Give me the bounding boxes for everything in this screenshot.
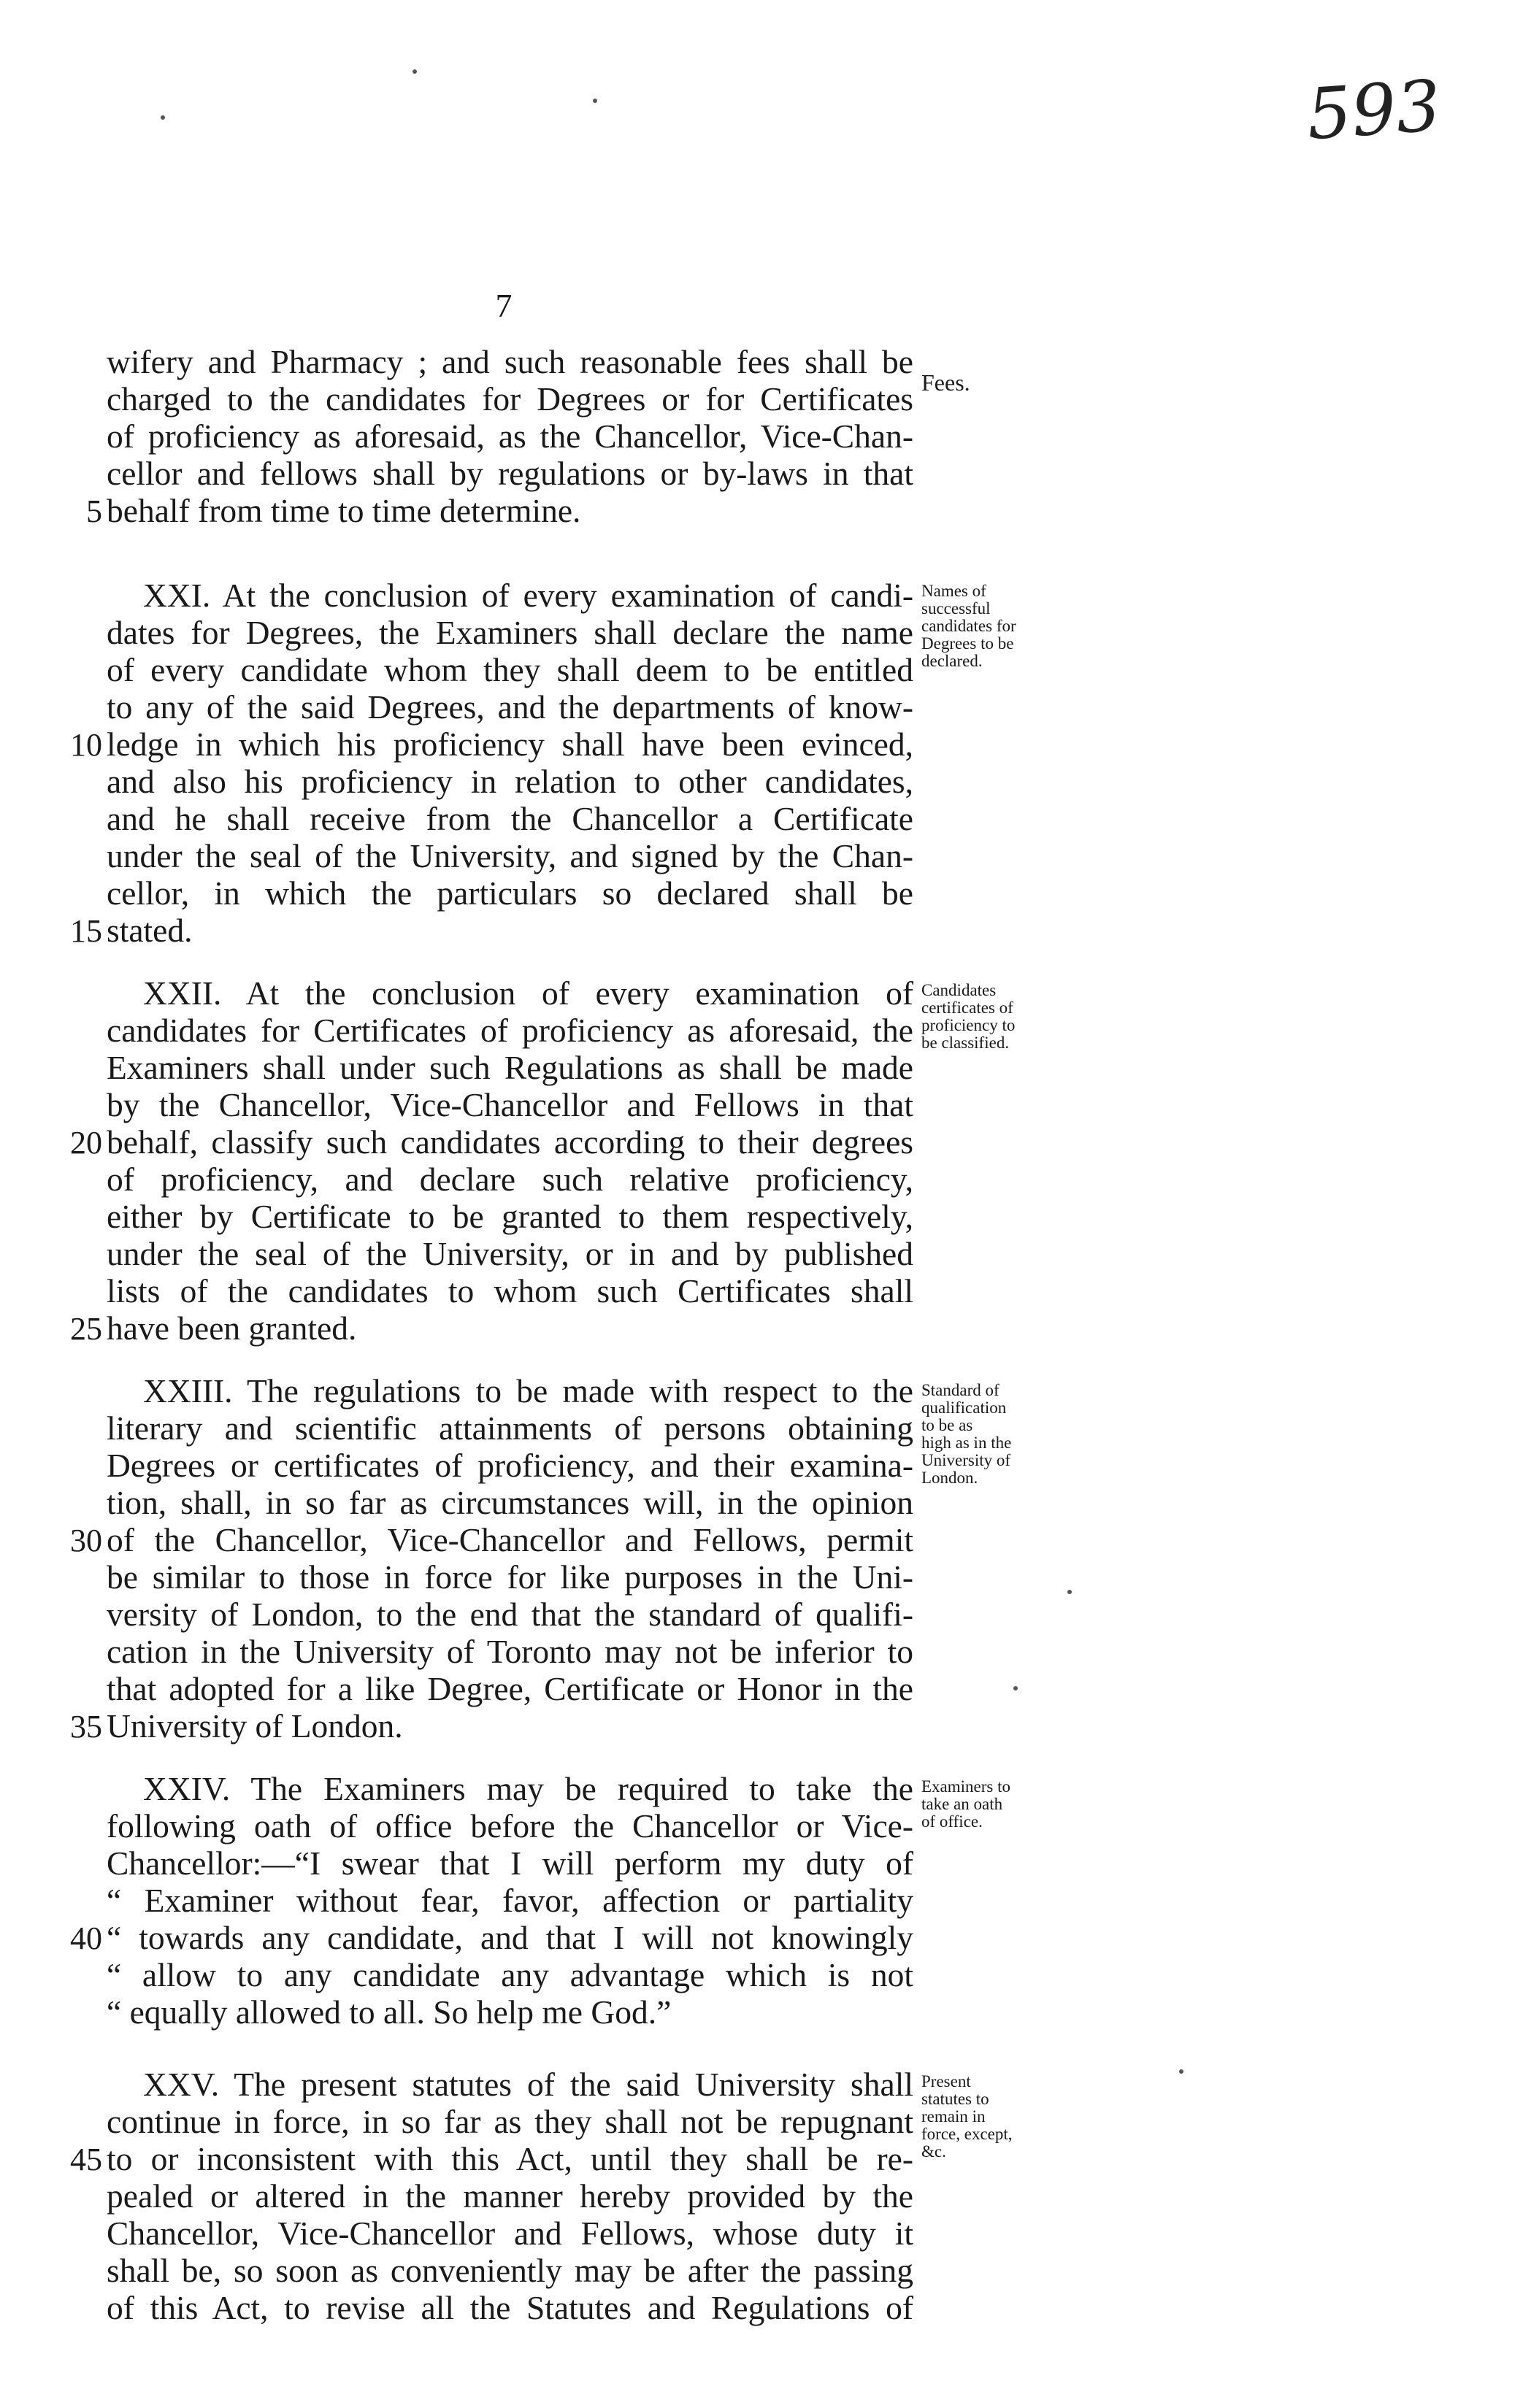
paragraph bbox=[0, 1770, 1531, 2031]
line-text: be similar to those in force for like purposes in the Uni- bbox=[107, 1558, 913, 1596]
line-text: lists of the candidates to whom such Certificates shall bbox=[107, 1272, 913, 1309]
paragraph bbox=[0, 2066, 1531, 2326]
text-line bbox=[0, 2289, 1531, 2326]
text-line bbox=[0, 418, 1531, 455]
text-line bbox=[0, 1272, 1531, 1309]
scan-speck bbox=[161, 115, 165, 120]
line-text: candidates for Certificates of proficiency as aforesaid, the bbox=[107, 1012, 913, 1049]
line-number: 30 bbox=[70, 1523, 102, 1558]
text-line bbox=[0, 2215, 1531, 2252]
line-number: 20 bbox=[70, 1125, 102, 1161]
marginal-note-line: Names of bbox=[921, 582, 986, 600]
line-text: of every candidate whom they shall deem to be entitled bbox=[107, 651, 913, 688]
marginal-note bbox=[921, 1382, 1111, 1487]
line-text: XXI. At the conclusion of every examination of candi- bbox=[143, 577, 913, 614]
paragraph bbox=[0, 974, 1531, 1347]
paragraph bbox=[0, 577, 1531, 949]
paragraph bbox=[0, 1372, 1531, 1745]
text-line bbox=[0, 2066, 1531, 2103]
marginal-note-line: Standard of bbox=[921, 1381, 999, 1399]
marginal-note bbox=[921, 371, 1111, 394]
marginal-note bbox=[921, 582, 1111, 670]
text-line bbox=[0, 688, 1531, 726]
marginal-note-line: Degrees to be bbox=[921, 634, 1014, 653]
scan-speck bbox=[1013, 1686, 1018, 1690]
text-line bbox=[0, 1049, 1531, 1086]
marginal-note-line: qualification bbox=[921, 1399, 1007, 1417]
page-number: 7 bbox=[495, 287, 513, 324]
text-line bbox=[0, 1409, 1531, 1447]
marginal-note-line: statutes to bbox=[921, 2090, 989, 2108]
text-line bbox=[0, 874, 1531, 912]
line-text: University of London. bbox=[107, 1707, 403, 1745]
line-number: 15 bbox=[70, 913, 102, 949]
line-text: to or inconsistent with this Act, until they shall be re- bbox=[107, 2140, 913, 2177]
marginal-note-line: take an oath bbox=[921, 1795, 1003, 1813]
line-text: “ towards any candidate, and that I will not knowingly bbox=[107, 1919, 913, 1956]
line-text: and he shall receive from the Chancellor a Certificate bbox=[107, 800, 913, 837]
line-number: 35 bbox=[70, 1709, 102, 1745]
text-line bbox=[0, 1086, 1531, 1123]
text-line bbox=[0, 1845, 1531, 1882]
text-line bbox=[0, 837, 1531, 874]
text-line bbox=[0, 651, 1531, 688]
line-text: cellor and fellows shall by regulations or by-laws in that bbox=[107, 455, 913, 492]
text-line bbox=[0, 1372, 1531, 1409]
text-line bbox=[0, 1309, 1531, 1347]
marginal-note-line: proficiency to bbox=[921, 1016, 1016, 1034]
marginal-note-line: Candidates bbox=[921, 981, 997, 999]
line-text: XXII. At the conclusion of every examination of bbox=[143, 974, 913, 1012]
line-number: 40 bbox=[70, 1920, 102, 1956]
line-text: behalf from time to time determine. bbox=[107, 492, 581, 529]
line-text: following oath of office before the Chancellor or Vice- bbox=[107, 1807, 913, 1845]
marginal-note-line: certificates of bbox=[921, 999, 1013, 1017]
text-line bbox=[0, 1707, 1531, 1745]
text-line bbox=[0, 2177, 1531, 2215]
marginal-note-line: to be as bbox=[921, 1416, 973, 1434]
marginal-note-line: Examiners to bbox=[921, 1777, 1010, 1796]
line-text: “ equally allowed to all. So help me God.” bbox=[107, 1993, 672, 2031]
marginal-note-line: successful bbox=[921, 599, 991, 618]
text-line bbox=[0, 1633, 1531, 1670]
line-text: charged to the candidates for Degrees or for Certificates bbox=[107, 380, 913, 418]
line-text: that adopted for a like Degree, Certificate or Honor in the bbox=[107, 1670, 913, 1707]
marginal-note-line: Present bbox=[921, 2072, 971, 2090]
line-text: continue in force, in so far as they shall not be repugnant bbox=[107, 2103, 913, 2140]
text-line bbox=[0, 1956, 1531, 1993]
line-text: Examiners shall under such Regulations as shall be made bbox=[107, 1049, 913, 1086]
marginal-note-line: force, except, bbox=[921, 2125, 1013, 2143]
line-text: of proficiency as aforesaid, as the Chancellor, Vice-Chan- bbox=[107, 418, 913, 455]
marginal-note bbox=[921, 982, 1111, 1052]
line-text: Degrees or certificates of proficiency, and their examina- bbox=[107, 1447, 913, 1484]
text-line bbox=[0, 2140, 1531, 2177]
line-number: 45 bbox=[70, 2142, 102, 2177]
marginal-note-line: London. bbox=[921, 1469, 978, 1487]
line-text: have been granted. bbox=[107, 1309, 357, 1347]
text-line bbox=[0, 2103, 1531, 2140]
text-line bbox=[0, 1807, 1531, 1845]
marginal-note-line: be classified. bbox=[921, 1034, 1010, 1052]
marginal-note-line: candidates for bbox=[921, 617, 1016, 635]
line-text: behalf, classify such candidates according to their degrees bbox=[107, 1123, 913, 1161]
text-line bbox=[0, 1161, 1531, 1198]
text-line bbox=[0, 1012, 1531, 1049]
marginal-note-line: of office. bbox=[921, 1812, 983, 1831]
text-line bbox=[0, 800, 1531, 837]
line-text: to any of the said Degrees, and the departments of know- bbox=[107, 688, 913, 726]
line-text: cation in the University of Toronto may not be inferior to bbox=[107, 1633, 913, 1670]
text-line bbox=[0, 1993, 1531, 2031]
line-text: Chancellor, Vice-Chancellor and Fellows, whose duty it bbox=[107, 2215, 913, 2252]
line-text: ledge in which his proficiency shall have been evinced, bbox=[107, 726, 913, 763]
line-text: of the Chancellor, Vice-Chancellor and Fellows, permit bbox=[107, 1521, 913, 1558]
text-line bbox=[0, 1770, 1531, 1807]
text-line bbox=[0, 1447, 1531, 1484]
text-line bbox=[0, 1235, 1531, 1272]
line-text: “ allow to any candidate any advantage which is not bbox=[107, 1956, 913, 1993]
text-line bbox=[0, 1882, 1531, 1919]
text-line bbox=[0, 1919, 1531, 1956]
marginal-note-line: &c. bbox=[921, 2142, 946, 2161]
marginal-note-line: declared. bbox=[921, 652, 983, 670]
line-text: stated. bbox=[107, 912, 193, 949]
marginal-note-line: remain in bbox=[921, 2107, 986, 2126]
scan-speck bbox=[1067, 1590, 1072, 1594]
line-text: “ Examiner without fear, favor, affection or partiality bbox=[107, 1882, 913, 1919]
line-text: pealed or altered in the manner hereby provided by the bbox=[107, 2177, 913, 2215]
line-text: shall be, so soon as conveniently may be after the passing bbox=[107, 2252, 913, 2289]
text-line bbox=[0, 726, 1531, 763]
marginal-note bbox=[921, 1778, 1111, 1831]
text-line bbox=[0, 455, 1531, 492]
text-line bbox=[0, 380, 1531, 418]
line-text: tion, shall, in so far as circumstances will, in the opinion bbox=[107, 1484, 913, 1521]
line-text: and also his proficiency in relation to other candidates, bbox=[107, 763, 913, 800]
text-line bbox=[0, 912, 1531, 949]
text-line bbox=[0, 1484, 1531, 1521]
line-text: dates for Degrees, the Examiners shall declare the name bbox=[107, 614, 913, 651]
line-text: by the Chancellor, Vice-Chancellor and Fellows in that bbox=[107, 1086, 913, 1123]
text-line bbox=[0, 1198, 1531, 1235]
line-text: either by Certificate to be granted to them respectively, bbox=[107, 1198, 913, 1235]
text-line bbox=[0, 2252, 1531, 2289]
text-line bbox=[0, 492, 1531, 529]
scan-speck bbox=[593, 99, 597, 103]
scan-speck bbox=[413, 69, 417, 74]
line-text: wifery and Pharmacy ; and such reasonable fees shall be bbox=[107, 343, 913, 380]
line-text: under the seal of the University, and signed by the Chan- bbox=[107, 837, 913, 874]
line-text: under the seal of the University, or in and by published bbox=[107, 1235, 913, 1272]
text-line bbox=[0, 974, 1531, 1012]
text-line bbox=[0, 1670, 1531, 1707]
line-text: of proficiency, and declare such relative proficiency, bbox=[107, 1161, 913, 1198]
text-line bbox=[0, 763, 1531, 800]
text-line bbox=[0, 614, 1531, 651]
text-line bbox=[0, 1123, 1531, 1161]
text-line bbox=[0, 1596, 1531, 1633]
paragraph bbox=[0, 343, 1531, 529]
line-text: literary and scientific attainments of persons obtaining bbox=[107, 1409, 913, 1447]
line-text: XXIV. The Examiners may be required to take the bbox=[143, 1770, 913, 1807]
text-line bbox=[0, 1521, 1531, 1558]
line-number: 25 bbox=[70, 1311, 102, 1347]
text-line bbox=[0, 577, 1531, 614]
line-text: of this Act, to revise all the Statutes and Regulations of bbox=[107, 2289, 913, 2326]
marginal-note bbox=[921, 2073, 1111, 2161]
line-text: cellor, in which the particulars so declared shall be bbox=[107, 874, 913, 912]
scan-speck bbox=[1179, 2069, 1183, 2074]
handwritten-folio-number: 593 bbox=[1304, 64, 1443, 156]
marginal-note-line: University of bbox=[921, 1451, 1011, 1469]
marginal-note-line: Fees. bbox=[921, 369, 970, 396]
text-line bbox=[0, 1558, 1531, 1596]
line-number: 10 bbox=[70, 727, 102, 763]
text-line bbox=[0, 343, 1531, 380]
line-text: XXV. The present statutes of the said University shall bbox=[143, 2066, 913, 2103]
line-text: versity of London, to the end that the standard of qualifi- bbox=[107, 1596, 913, 1633]
line-number: 5 bbox=[86, 493, 102, 529]
line-text: XXIII. The regulations to be made with respect to the bbox=[143, 1372, 913, 1409]
line-text: Chancellor:—“I swear that I will perform my duty of bbox=[107, 1845, 913, 1882]
marginal-note-line: high as in the bbox=[921, 1434, 1012, 1452]
